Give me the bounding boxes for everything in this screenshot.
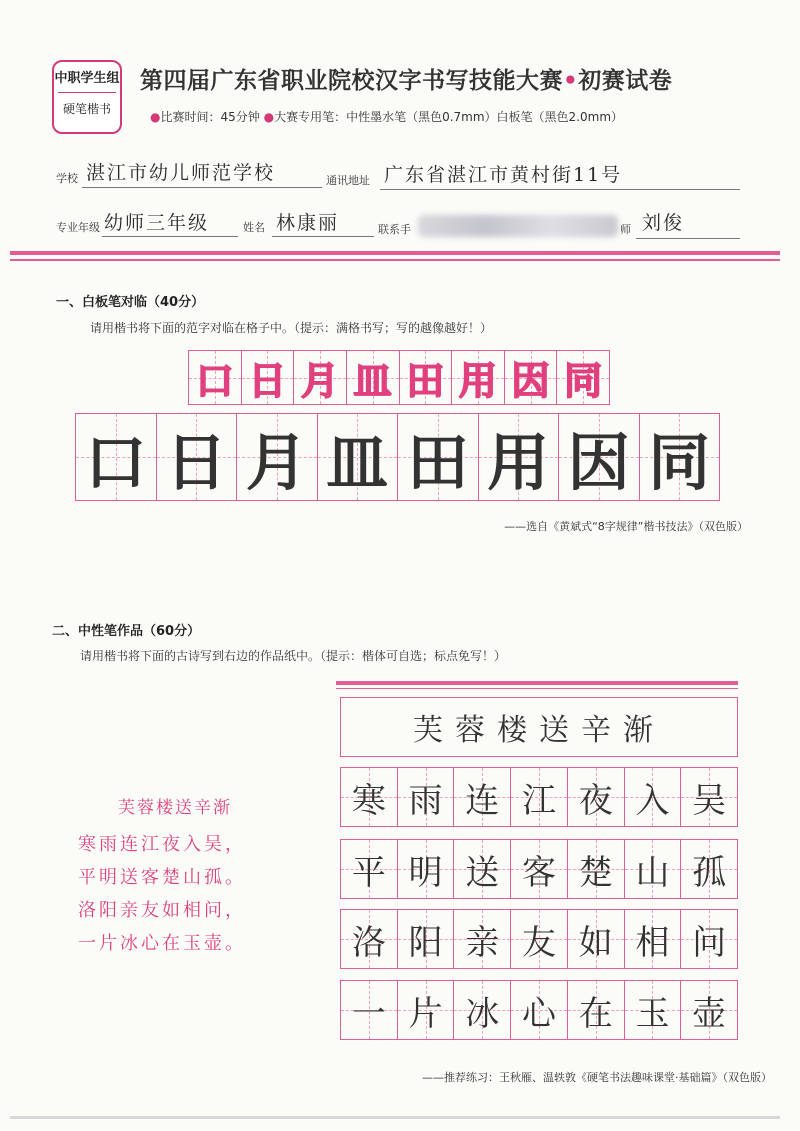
model-char-cell: 日	[242, 351, 295, 404]
exam-info	[150, 108, 623, 125]
title-main: 第四届广东省职业院校汉字书写技能大赛	[140, 68, 563, 94]
copy-char-cell[interactable]: 日	[157, 414, 238, 500]
section1-credit: ——选自《黄斌式“8字规律”楷书技法》（双色版）	[504, 520, 748, 533]
paper-cell[interactable]: 雨	[398, 768, 455, 826]
copy-char-cell[interactable]: 口	[76, 414, 157, 500]
section2-credit: ——推荐练习：王秋雁、温轶敦《硬笔书法趣味课堂·基础篇》（双色版）	[422, 1071, 772, 1084]
poem-line: 寒雨连江夜入吴，	[78, 834, 246, 855]
paper-cell[interactable]: 壶	[681, 981, 737, 1039]
paper-cell[interactable]: 夜	[568, 768, 625, 826]
name-underline	[272, 236, 374, 237]
paper-cell[interactable]: 入	[625, 768, 682, 826]
section1-instruction: 请用楷书将下面的范字对临在格子中。（提示：满格书写；写的越像越好！）	[90, 321, 493, 335]
model-char-cell: 同	[557, 351, 609, 404]
model-char-row	[188, 350, 610, 405]
paper-cell[interactable]: 山	[625, 840, 682, 898]
copy-char-cell[interactable]: 同	[640, 414, 720, 500]
header-divider	[10, 251, 780, 255]
section2-instruction: 请用楷书将下面的古诗写到右边的作品纸中。（提示：楷体可自选；标点免写！）	[80, 649, 507, 663]
paper-cell[interactable]: 连	[454, 768, 511, 826]
badge-divider	[58, 92, 116, 93]
paper-title-text: 芙蓉楼送辛渐	[413, 713, 665, 748]
model-char-cell: 月	[294, 351, 347, 404]
paper-top-border-thin	[336, 688, 738, 689]
teacher-value[interactable]: 刘俊	[642, 212, 685, 234]
paper-cell[interactable]: 一	[341, 981, 398, 1039]
copy-char-cell[interactable]: 田	[398, 414, 479, 500]
paper-title-box[interactable]	[340, 697, 738, 757]
bullet-icon: ●	[150, 110, 161, 124]
grade-value[interactable]: 幼师三年级	[104, 212, 210, 234]
paper-cell[interactable]: 送	[454, 840, 511, 898]
title-dot: •	[563, 68, 579, 94]
name-label: 姓名	[243, 221, 265, 234]
page-title	[140, 62, 672, 95]
copy-char-cell[interactable]: 用	[479, 414, 560, 500]
paper-cell[interactable]: 玉	[625, 981, 682, 1039]
paper-cell[interactable]: 平	[341, 840, 398, 898]
paper-row[interactable]	[340, 839, 738, 899]
category-badge	[52, 60, 122, 134]
school-label: 学校	[56, 172, 78, 185]
copy-char-row[interactable]	[75, 413, 720, 501]
model-char-cell: 皿	[347, 351, 400, 404]
paper-row[interactable]	[340, 767, 738, 827]
bullet-icon: ●	[263, 110, 275, 124]
school-value[interactable]: 湛江市幼儿师范学校	[86, 162, 276, 184]
teacher-underline	[636, 238, 740, 239]
teacher-label: 师	[620, 223, 631, 236]
paper-cell[interactable]: 如	[568, 910, 625, 968]
paper-cell[interactable]: 在	[568, 981, 625, 1039]
paper-cell[interactable]: 亲	[454, 910, 511, 968]
page-bottom-edge	[10, 1116, 780, 1119]
pen-info: 大赛专用笔：中性墨水笔（黑色0.7mm）白板笔（黑色2.0mm）	[274, 110, 624, 124]
paper-top-border	[336, 681, 738, 685]
model-char-cell: 用	[452, 351, 505, 404]
paper-cell[interactable]: 友	[511, 910, 568, 968]
copy-char-cell[interactable]: 因	[559, 414, 640, 500]
paper-cell[interactable]: 心	[511, 981, 568, 1039]
section1-heading: 一、白板笔对临（40分）	[56, 295, 205, 310]
model-char-cell: 口	[189, 351, 242, 404]
poem-line: 一片冰心在玉壶。	[78, 933, 246, 954]
poem-line: 平明送客楚山孤。	[78, 867, 246, 888]
paper-cell[interactable]: 洛	[341, 910, 398, 968]
paper-cell[interactable]: 吴	[681, 768, 737, 826]
paper-cell[interactable]: 问	[681, 910, 737, 968]
paper-cell[interactable]: 客	[511, 840, 568, 898]
paper-cell[interactable]: 寒	[341, 768, 398, 826]
poem-title: 芙蓉楼送辛渐	[118, 798, 232, 818]
paper-cell[interactable]: 明	[398, 840, 455, 898]
model-char-cell: 因	[505, 351, 558, 404]
paper-row[interactable]	[340, 909, 738, 969]
paper-cell[interactable]: 片	[398, 981, 455, 1039]
poem-line: 洛阳亲友如相问，	[78, 900, 246, 921]
paper-cell[interactable]: 孤	[681, 840, 737, 898]
phone-label: 联系手	[378, 223, 411, 236]
redacted-phone	[418, 215, 618, 237]
grade-underline	[102, 236, 238, 237]
paper-row[interactable]	[340, 980, 738, 1040]
name-value[interactable]: 林康丽	[276, 212, 340, 234]
address-underline	[380, 189, 740, 190]
exam-time: 比赛时间：45分钟	[160, 110, 260, 124]
paper-cell[interactable]: 冰	[454, 981, 511, 1039]
paper-cell[interactable]: 楚	[568, 840, 625, 898]
header-divider-thin	[10, 259, 780, 261]
paper-cell[interactable]: 阳	[398, 910, 455, 968]
paper-cell[interactable]: 江	[511, 768, 568, 826]
copy-char-cell[interactable]: 月	[237, 414, 318, 500]
title-suffix: 初赛试卷	[578, 68, 673, 94]
school-underline	[82, 187, 322, 188]
address-label: 通讯地址	[326, 174, 370, 187]
model-char-cell: 田	[400, 351, 453, 404]
section2-heading: 二、中性笔作品（60分）	[52, 624, 201, 639]
badge-style-label: 硬笔楷书	[62, 102, 111, 116]
badge-group-label: 中职学生组	[54, 71, 120, 86]
grade-label: 专业年级	[56, 221, 100, 234]
copy-char-cell[interactable]: 皿	[318, 414, 399, 500]
paper-cell[interactable]: 相	[625, 910, 682, 968]
address-value[interactable]: 广东省湛江市黄村街11号	[384, 164, 623, 186]
